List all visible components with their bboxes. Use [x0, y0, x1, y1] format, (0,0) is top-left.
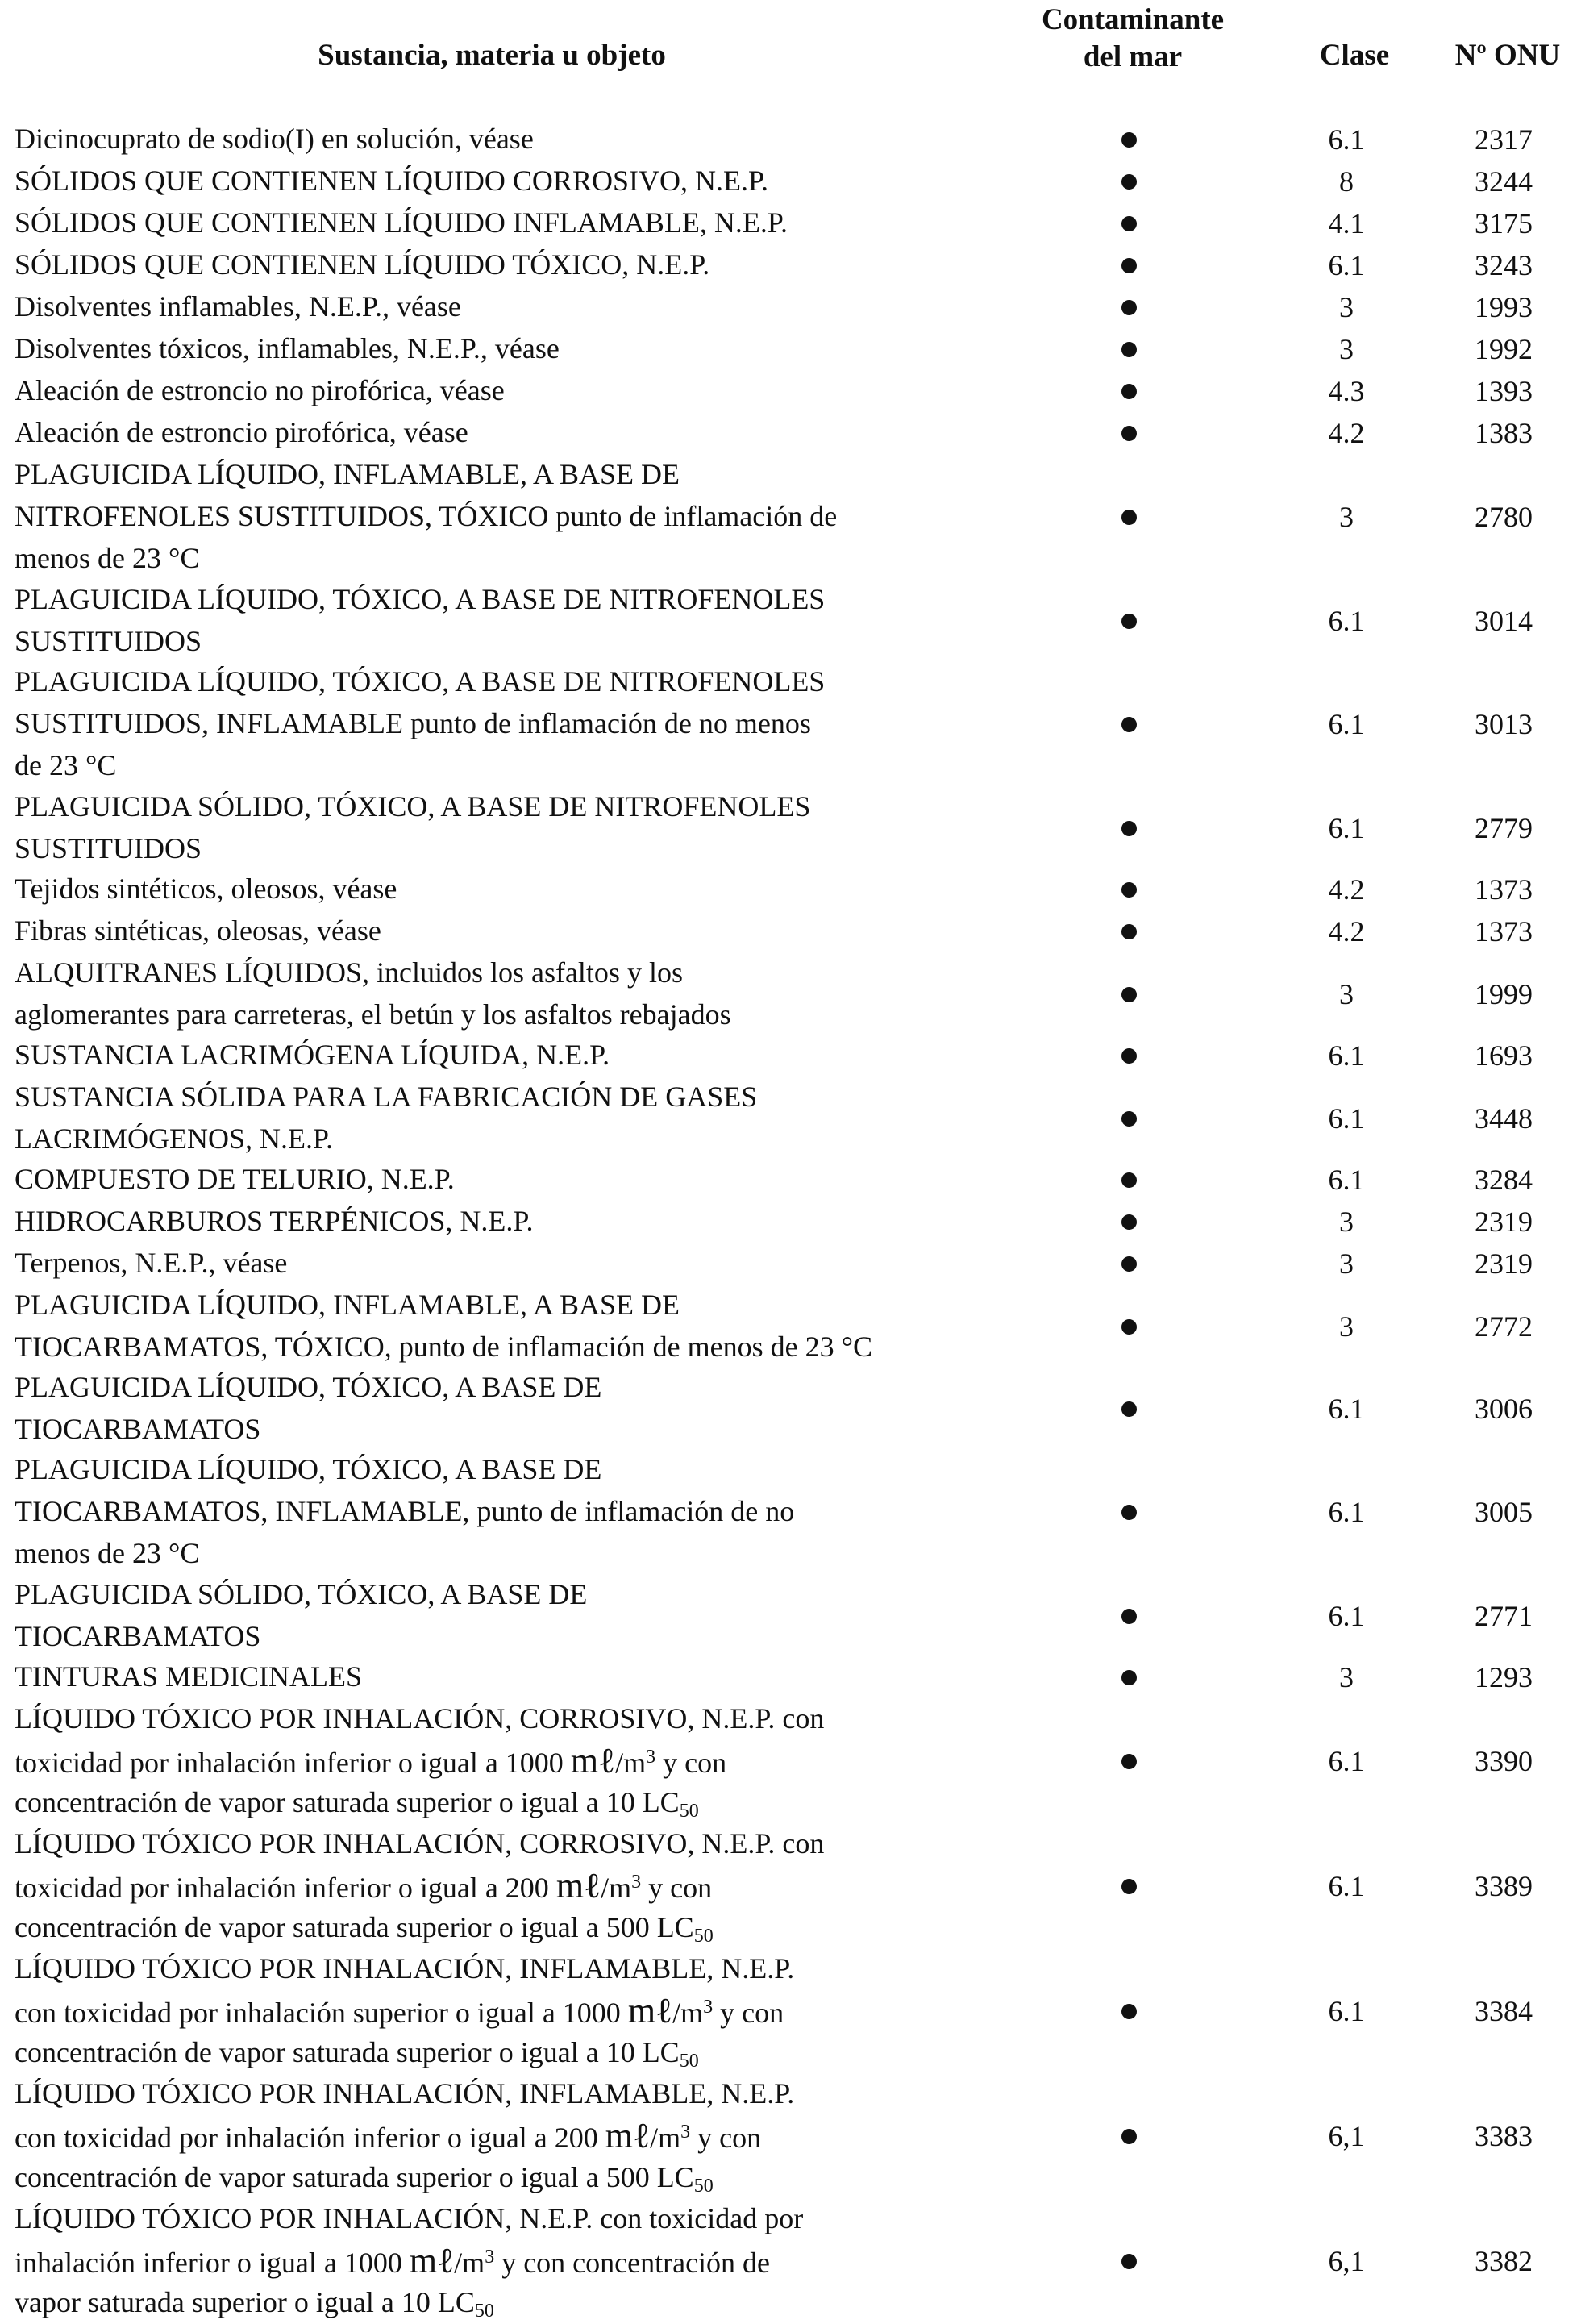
class-cell: 6.1	[1328, 123, 1365, 156]
marine-pollutant-cell	[1040, 244, 1217, 286]
class-cell: 4.2	[1328, 417, 1365, 449]
substance-name-line: NITROFENOLES SUSTITUIDOS, TÓXICO punto de inflamación de	[15, 500, 838, 532]
table-row	[0, 1035, 1581, 1077]
table-row	[0, 1201, 1581, 1243]
un-number-cell: 3390	[1475, 1745, 1533, 1777]
marine-pollutant-cell	[1040, 786, 1217, 870]
bullet-icon	[1121, 987, 1137, 1002]
un-number-cell: 2779	[1475, 812, 1533, 844]
un-number-cell: 3244	[1475, 165, 1533, 198]
table-row	[0, 2073, 1581, 2199]
column-header-marine-pollutant-line-2: del mar	[1083, 40, 1183, 73]
un-number-cell: 1693	[1475, 1039, 1533, 1072]
marine-pollutant-cell	[1040, 1948, 1217, 2074]
bullet-icon	[1121, 258, 1137, 273]
bullet-icon	[1121, 717, 1137, 732]
bullet-icon	[1121, 2254, 1137, 2269]
un-number-cell: 3243	[1475, 249, 1533, 281]
marine-pollutant-cell	[1040, 202, 1217, 244]
substance-name-line: SUSTANCIA LACRIMÓGENA LÍQUIDA, N.E.P.	[15, 1039, 610, 1071]
substance-name-line: concentración de vapor saturada superior o igual a 10 $LC_{50}$	[15, 2036, 699, 2072]
un-number-cell: 1393	[1475, 375, 1533, 407]
table-row	[0, 160, 1581, 202]
marine-pollutant-cell	[1040, 1367, 1217, 1451]
table-row	[0, 1449, 1581, 1575]
marine-pollutant-cell	[1040, 370, 1217, 412]
marine-pollutant-cell	[1040, 160, 1217, 202]
table-row	[0, 786, 1581, 870]
substance-name-line: SUSTITUIDOS	[15, 625, 202, 657]
un-number-cell: 3389	[1475, 1870, 1533, 1902]
table-row	[0, 202, 1581, 244]
substance-name-line: TIOCARBAMATOS	[15, 1413, 261, 1445]
bullet-icon	[1121, 1256, 1137, 1272]
substance-name-line: PLAGUICIDA LÍQUIDO, TÓXICO, A BASE DE	[15, 1371, 602, 1403]
class-cell: 6.1	[1328, 1102, 1365, 1135]
marine-pollutant-cell	[1040, 1823, 1217, 1949]
column-header-marine-pollutant	[1000, 2, 1266, 76]
substance-name-line: SÓLIDOS QUE CONTIENEN LÍQUIDO INFLAMABLE, N.E.P.	[15, 206, 788, 239]
substance-name-line: de 23 °C	[15, 749, 117, 781]
table-row	[0, 1159, 1581, 1201]
bullet-icon	[1121, 1401, 1137, 1417]
substance-name-line: menos de 23 °C	[15, 542, 200, 574]
substance-name-line: TINTURAS MEDICINALES	[15, 1660, 362, 1693]
substance-name-line: LÍQUIDO TÓXICO POR INHALACIÓN, N.E.P. con toxicidad por	[15, 2202, 804, 2234]
marine-pollutant-cell	[1040, 412, 1217, 454]
table-row	[0, 286, 1581, 328]
marine-pollutant-cell	[1040, 328, 1217, 370]
class-cell: 3	[1339, 1247, 1354, 1280]
bullet-icon	[1121, 821, 1137, 836]
table-row	[0, 2198, 1581, 2324]
table-row	[0, 119, 1581, 160]
un-number-cell: 1383	[1475, 417, 1533, 449]
substance-name-line: SUSTITUIDOS, INFLAMABLE punto de inflamación de no menos	[15, 707, 811, 739]
marine-pollutant-cell	[1040, 1449, 1217, 1575]
marine-pollutant-cell	[1040, 119, 1217, 160]
table-row	[0, 1698, 1581, 1824]
substance-name-line: con toxicidad por inhalación superior o igual a 1000 $m\ell/m^3$ y con	[15, 1991, 784, 2030]
bullet-icon	[1121, 2004, 1137, 2019]
un-number-cell: 3006	[1475, 1393, 1533, 1425]
bullet-icon	[1121, 1754, 1137, 1769]
class-cell: 3	[1339, 1661, 1354, 1693]
table-row	[0, 1656, 1581, 1698]
marine-pollutant-cell	[1040, 286, 1217, 328]
substance-name-line: TIOCARBAMATOS	[15, 1620, 261, 1652]
un-number-cell: 2771	[1475, 1600, 1533, 1632]
substance-name-line: SÓLIDOS QUE CONTIENEN LÍQUIDO TÓXICO, N.E.P.	[15, 248, 710, 281]
table-row	[0, 661, 1581, 787]
column-header-un-number: Nº ONU	[1454, 39, 1561, 72]
un-number-cell: 3005	[1475, 1496, 1533, 1528]
substance-name-line: PLAGUICIDA LÍQUIDO, TÓXICO, A BASE DE	[15, 1453, 602, 1485]
bullet-icon	[1121, 1879, 1137, 1894]
table-row	[0, 1823, 1581, 1949]
table-row	[0, 1948, 1581, 2074]
marine-pollutant-cell	[1040, 1243, 1217, 1285]
bullet-icon	[1121, 510, 1137, 525]
marine-pollutant-cell	[1040, 454, 1217, 580]
bullet-icon	[1121, 1670, 1137, 1685]
substance-name-line: TIOCARBAMATOS, TÓXICO, punto de inflamación de menos de 23 °C	[15, 1331, 872, 1363]
bullet-icon	[1121, 1111, 1137, 1127]
un-number-cell: 2317	[1475, 123, 1533, 156]
bullet-icon	[1121, 1319, 1137, 1335]
un-number-cell: 3284	[1475, 1164, 1533, 1196]
un-number-cell: 3383	[1475, 2120, 1533, 2152]
substance-name-line: SUSTANCIA SÓLIDA PARA LA FABRICACIÓN DE GASES	[15, 1081, 758, 1113]
substance-name-line: concentración de vapor saturada superior o igual a 500 $LC_{50}$	[15, 1911, 714, 1947]
un-number-cell: 3448	[1475, 1102, 1533, 1135]
bullet-icon	[1121, 132, 1137, 148]
bullet-icon	[1121, 1172, 1137, 1188]
un-number-cell: 1373	[1475, 915, 1533, 948]
class-cell: 6.1	[1328, 1600, 1365, 1632]
table-row	[0, 868, 1581, 910]
table-row	[0, 244, 1581, 286]
substance-name-line: ALQUITRANES LÍQUIDOS, incluidos los asfaltos y los	[15, 956, 683, 989]
un-number-cell: 2772	[1475, 1310, 1533, 1343]
table-row	[0, 1077, 1581, 1160]
marine-pollutant-cell	[1040, 910, 1217, 952]
table-row	[0, 952, 1581, 1036]
substance-name-line: LACRIMÓGENOS, N.E.P.	[15, 1122, 334, 1155]
un-number-cell: 2319	[1475, 1206, 1533, 1238]
table-row	[0, 454, 1581, 580]
substance-name-line: Dicinocuprato de sodio(I) en solución, véase	[15, 123, 534, 155]
table-row	[0, 579, 1581, 663]
class-cell: 3	[1339, 501, 1354, 533]
bullet-icon	[1121, 1048, 1137, 1064]
marine-pollutant-cell	[1040, 1035, 1217, 1077]
bullet-icon	[1121, 342, 1137, 357]
bullet-icon	[1121, 426, 1137, 441]
marine-pollutant-cell	[1040, 1159, 1217, 1201]
class-cell: 6.1	[1328, 1745, 1365, 1777]
substance-name-line: HIDROCARBUROS TERPÉNICOS, N.E.P.	[15, 1205, 534, 1237]
class-cell: 3	[1339, 333, 1354, 365]
substance-name-line: PLAGUICIDA LÍQUIDO, TÓXICO, A BASE DE NITROFENOLES	[15, 583, 826, 615]
marine-pollutant-cell	[1040, 952, 1217, 1036]
substance-name-line: aglomerantes para carreteras, el betún y los asfaltos rebajados	[15, 998, 731, 1031]
class-cell: 6,1	[1328, 2245, 1365, 2277]
marine-pollutant-cell	[1040, 579, 1217, 663]
bullet-icon	[1121, 1505, 1137, 1520]
substance-name-line: PLAGUICIDA SÓLIDO, TÓXICO, A BASE DE NITROFENOLES	[15, 790, 811, 823]
bullet-icon	[1121, 614, 1137, 629]
substance-name-line: PLAGUICIDA LÍQUIDO, TÓXICO, A BASE DE NITROFENOLES	[15, 665, 826, 698]
un-number-cell: 1992	[1475, 333, 1533, 365]
marine-pollutant-cell	[1040, 661, 1217, 787]
substance-name-line: LÍQUIDO TÓXICO POR INHALACIÓN, CORROSIVO, N.E.P. con	[15, 1702, 825, 1735]
substance-name-line: TIOCARBAMATOS, INFLAMABLE, punto de inflamación de no	[15, 1495, 795, 1527]
class-cell: 3	[1339, 1206, 1354, 1238]
table-row	[0, 328, 1581, 370]
class-cell: 6.1	[1328, 708, 1365, 740]
marine-pollutant-cell	[1040, 1077, 1217, 1160]
substance-name-line: toxicidad por inhalación inferior o igual a 1000 $m\ell/m^3$ y con	[15, 1741, 727, 1780]
substance-name-line: Terpenos, N.E.P., véase	[15, 1247, 288, 1279]
table-row	[0, 1367, 1581, 1451]
un-number-cell: 2319	[1475, 1247, 1533, 1280]
class-cell: 8	[1339, 165, 1354, 198]
un-number-cell: 1993	[1475, 291, 1533, 323]
substance-name-line: SUSTITUIDOS	[15, 832, 202, 864]
marine-pollutant-cell	[1040, 1656, 1217, 1698]
column-header-class: Clase	[1319, 39, 1390, 72]
substance-name-line: LÍQUIDO TÓXICO POR INHALACIÓN, CORROSIVO, N.E.P. con	[15, 1827, 825, 1860]
marine-pollutant-cell	[1040, 2073, 1217, 2199]
class-cell: 6.1	[1328, 249, 1365, 281]
substance-name-line: con toxicidad por inhalación inferior o igual a 200 $m\ell/m^3$ y con	[15, 2116, 762, 2155]
class-cell: 3	[1339, 291, 1354, 323]
substance-name-line: SÓLIDOS QUE CONTIENEN LÍQUIDO CORROSIVO, N.E.P.	[15, 165, 768, 197]
substance-name-line: Aleación de estroncio pirofórica, véase	[15, 416, 468, 448]
class-cell: 3	[1339, 978, 1354, 1010]
table-row	[0, 1243, 1581, 1285]
class-cell: 4.3	[1328, 375, 1365, 407]
bullet-icon	[1121, 882, 1137, 898]
table-row	[0, 370, 1581, 412]
un-number-cell: 3384	[1475, 1995, 1533, 2027]
un-number-cell: 1999	[1475, 978, 1533, 1010]
substance-name-line: PLAGUICIDA LÍQUIDO, INFLAMABLE, A BASE DE	[15, 1289, 680, 1321]
table-row	[0, 1285, 1581, 1368]
marine-pollutant-cell	[1040, 1201, 1217, 1243]
class-cell: 6.1	[1328, 1164, 1365, 1196]
substance-name-line: concentración de vapor saturada superior o igual a 500 $LC_{50}$	[15, 2161, 714, 2197]
substance-name-line: LÍQUIDO TÓXICO POR INHALACIÓN, INFLAMABLE, N.E.P.	[15, 2077, 795, 2110]
class-cell: 6.1	[1328, 1870, 1365, 1902]
bullet-icon	[1121, 1214, 1137, 1230]
substance-name-line: COMPUESTO DE TELURIO, N.E.P.	[15, 1163, 455, 1195]
bullet-icon	[1121, 300, 1137, 315]
un-number-cell: 2780	[1475, 501, 1533, 533]
bullet-icon	[1121, 2129, 1137, 2144]
class-cell: 6.1	[1328, 605, 1365, 637]
class-cell: 6.1	[1328, 1039, 1365, 1072]
substance-name-line: toxicidad por inhalación inferior o igual a 200 $m\ell/m^3$ y con	[15, 1866, 713, 1905]
substance-name-line: LÍQUIDO TÓXICO POR INHALACIÓN, INFLAMABLE, N.E.P.	[15, 1952, 795, 1985]
substance-name-line: PLAGUICIDA SÓLIDO, TÓXICO, A BASE DE	[15, 1578, 588, 1610]
substance-name-line: menos de 23 °C	[15, 1537, 200, 1569]
substance-name-line: Disolventes inflamables, N.E.P., véase	[15, 290, 461, 323]
substance-name-line: PLAGUICIDA LÍQUIDO, INFLAMABLE, A BASE DE	[15, 458, 680, 490]
bullet-icon	[1121, 1609, 1137, 1624]
class-cell: 6.1	[1328, 1995, 1365, 2027]
column-header-marine-pollutant-line-1: Contaminante	[1041, 3, 1225, 36]
column-header-substance: Sustancia, materia u objeto	[318, 39, 666, 72]
marine-pollutant-cell	[1040, 1285, 1217, 1368]
un-number-cell: 1373	[1475, 873, 1533, 906]
marine-pollutant-cell	[1040, 868, 1217, 910]
class-cell: 6.1	[1328, 812, 1365, 844]
class-cell: 4.1	[1328, 207, 1365, 239]
class-cell: 3	[1339, 1310, 1354, 1343]
bullet-icon	[1121, 384, 1137, 399]
class-cell: 4.2	[1328, 873, 1365, 906]
un-number-cell: 3382	[1475, 2245, 1533, 2277]
un-number-cell: 3013	[1475, 708, 1533, 740]
marine-pollutant-cell	[1040, 1574, 1217, 1658]
bullet-icon	[1121, 924, 1137, 939]
class-cell: 6,1	[1328, 2120, 1365, 2152]
bullet-icon	[1121, 216, 1137, 231]
substance-name-line: Tejidos sintéticos, oleosos, véase	[15, 873, 397, 905]
substance-name-line: Fibras sintéticas, oleosas, véase	[15, 914, 381, 947]
marine-pollutant-cell	[1040, 1698, 1217, 1824]
class-cell: 4.2	[1328, 915, 1365, 948]
un-number-cell: 3175	[1475, 207, 1533, 239]
marine-pollutant-cell	[1040, 2198, 1217, 2324]
un-number-cell: 3014	[1475, 605, 1533, 637]
substance-name-line: vapor saturada superior o igual a 10 $LC_{50}$	[15, 2286, 494, 2322]
class-cell: 6.1	[1328, 1393, 1365, 1425]
substance-name-line: Disolventes tóxicos, inflamables, N.E.P., véase	[15, 332, 560, 364]
substance-name-line: concentración de vapor saturada superior o igual a 10 $LC_{50}$	[15, 1786, 699, 1822]
bullet-icon	[1121, 174, 1137, 190]
un-number-cell: 1293	[1475, 1661, 1533, 1693]
substance-name-line: inhalación inferior o igual a 1000 $m\ell/m^3$ y con concentración de	[15, 2241, 771, 2280]
table-row	[0, 412, 1581, 454]
table-row	[0, 1574, 1581, 1658]
table-row	[0, 910, 1581, 952]
class-cell: 6.1	[1328, 1496, 1365, 1528]
substance-name-line: Aleación de estroncio no pirofórica, véase	[15, 374, 505, 406]
